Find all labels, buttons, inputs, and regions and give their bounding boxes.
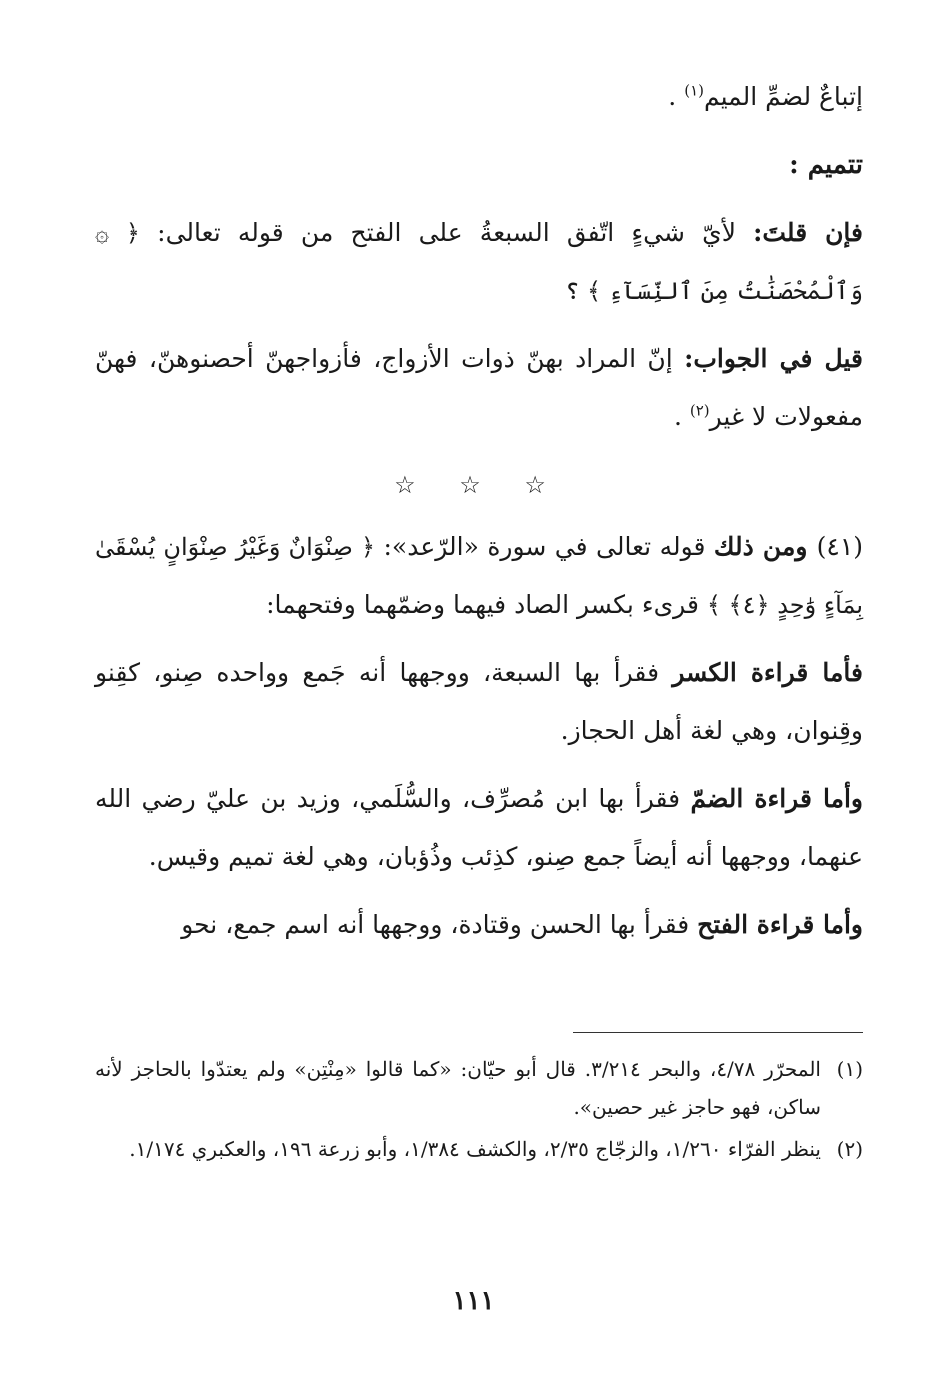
paragraph-text: لأيّ شيءٍ اتّفق السبعةُ على الفتح من قوله تعالى: (157, 218, 754, 247)
footnote-number: (١) (836, 1057, 863, 1081)
quran-quote: ﴿ صِنْوَانٌ وَغَيْرُ صِنْوَانٍ يُسْقَىٰ بِمَآءٍ وَٰحِدٍ ﴿٤﴾ ﴾ (95, 533, 863, 619)
paragraph-fath (95, 896, 863, 954)
sentence-end: . (673, 402, 690, 431)
paragraph-text: إنّ المراد بهنّ ذوات الأزواج، فأزواجهنّ أحصنوهنّ، فهنّ مفعولات لا غير (95, 344, 863, 431)
footnotes (95, 1050, 863, 1172)
footnote-ref-2: (٢) (689, 401, 710, 420)
footnote-separator (573, 1032, 863, 1033)
paragraph-text: فقرأ بها السبعة، ووجهها أنه جَمع وواحده صِنو، كقِنو وقِنوان، وهي لغة أهل الحجاز. (95, 658, 863, 745)
section-divider-stars: ☆ ☆ ☆ (394, 471, 564, 499)
page-number: ١١١ (452, 1286, 495, 1316)
footnote-text: ينظر الفرّاء ١/٢٦٠، والزجّاج ٢/٣٥، والكشف ١/٣٨٤، وأبو زرعة ١٩٦، والعكبري ١/١٧٤. (129, 1137, 821, 1161)
lead-phrase: فإن قلتَ: (753, 218, 864, 247)
paragraph-continuation (95, 68, 863, 126)
quran-quote: ﴿ ۞ وَٱلْمُحْصَنَٰتُ مِنَ ٱلنِّسَآءِ ﴾ ؟ (95, 219, 863, 305)
lead-phrase: قيل في الجواب: (684, 344, 863, 373)
paragraph-text: قرىء بكسر الصاد فيهما وضمّهما وفتحهما: (266, 590, 707, 619)
footnote-2 (95, 1130, 863, 1168)
footnote-ref-1: (١) (684, 81, 704, 100)
paragraph-text: فقرأ بها ابن مُصرِّف، والسُّلَمي، وزيد بن عليّ رضي الله عنهما، ووجهها أنه أيضاً جمع صِنو، كذِئب وذُؤبان، وهي لغة تميم وقيس. (95, 784, 863, 871)
footnote-number: (٢) (836, 1137, 863, 1161)
main-text (95, 68, 863, 964)
lead-phrase: فأما قراءة الكسر (672, 658, 863, 687)
lead-phrase: وأما قراءة الضمّ (690, 784, 864, 813)
paragraph-question (95, 204, 863, 320)
lead-phrase: وأما قراءة الفتح (697, 910, 863, 939)
paragraph-damm (95, 770, 863, 886)
section-heading: تتميم : (789, 150, 863, 180)
paragraph-text: قوله تعالى في سورة «الرّعد»: (375, 532, 714, 561)
footnote-1 (95, 1050, 863, 1126)
paragraph-text: فقرأ بها الحسن وقتادة، ووجهها أنه اسم جمع، نحو (181, 910, 698, 939)
paragraph-entry-41 (95, 518, 863, 634)
footnote-text: المحرّر ٤/٧٨، والبحر ٣/٢١٤. قال أبو حيّان: «كما قالوا «مِنْتِن» ولم يعتدّوا بالحاجز لأنه ساكن، فهو حاجز غير حصين». (95, 1057, 821, 1119)
paragraph-answer (95, 330, 863, 446)
paragraph-text: إتباعٌ لضمِّ الميم (703, 82, 863, 111)
sentence-end: . (668, 82, 685, 111)
paragraph-kasr (95, 644, 863, 760)
lead-phrase: ومن ذلك (713, 532, 817, 561)
entry-number: (٤١) (816, 532, 864, 561)
